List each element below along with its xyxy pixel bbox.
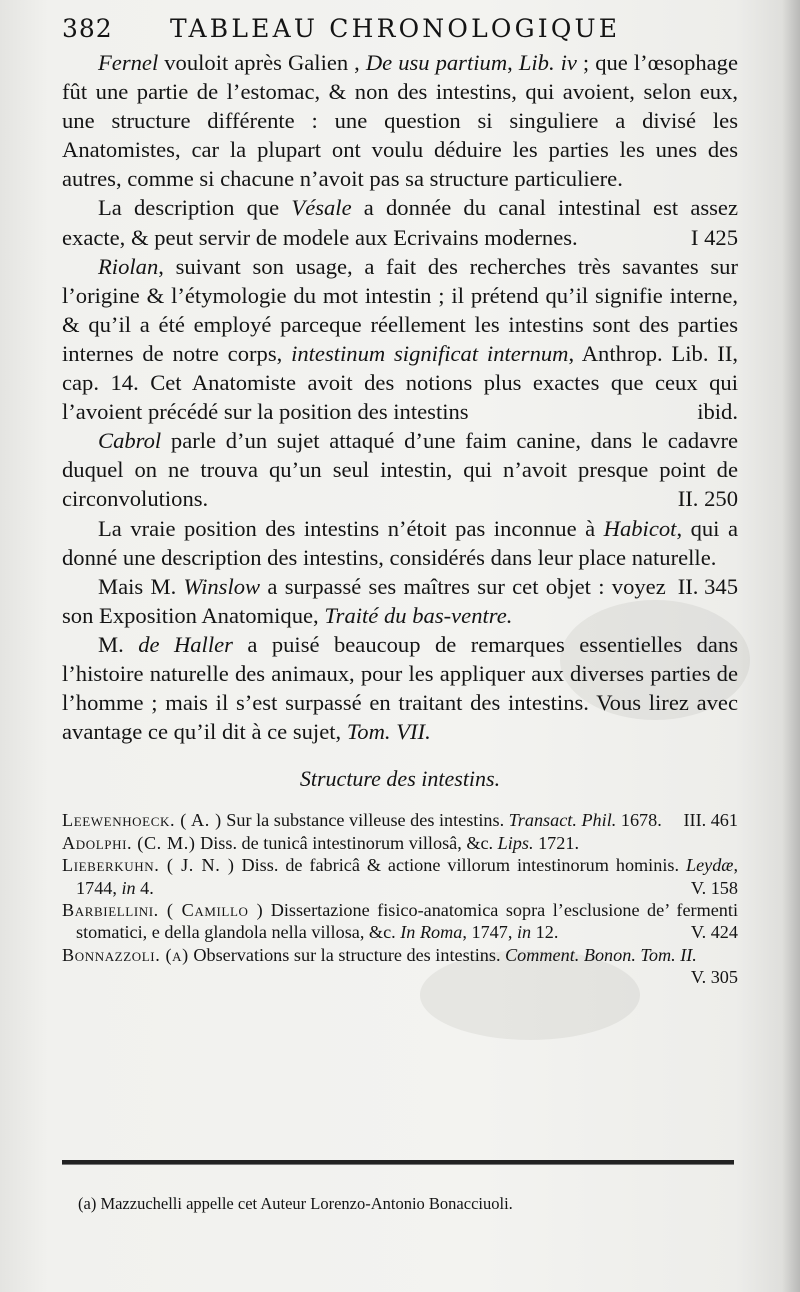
volume-reference: V. 305 bbox=[690, 967, 738, 988]
italic-text: Vésale bbox=[291, 195, 352, 221]
italic-text: intestinum significat internum bbox=[291, 340, 569, 366]
paragraph bbox=[62, 252, 738, 427]
italic-text: Fernel bbox=[98, 50, 159, 75]
italic-text: Lips. bbox=[497, 832, 534, 853]
text-run: Diss. de tunicâ intestinorum villosâ, &c. bbox=[195, 832, 498, 853]
text-run: La description que bbox=[98, 195, 292, 221]
italic-text: Comment. Bonon. Tom. II. bbox=[505, 944, 697, 965]
text-run: a surpassé ses maîtres sur cet objet : voyez son Exposition Anatomique, bbox=[62, 573, 666, 628]
main-text bbox=[62, 48, 738, 746]
italic-text: Lib. iv bbox=[518, 50, 577, 75]
text-run: 1678. bbox=[616, 810, 662, 831]
text-run: 4. bbox=[135, 877, 154, 898]
section-title: Structure des intestins. bbox=[299, 766, 501, 792]
volume-reference: II. 345 bbox=[677, 573, 738, 599]
running-head: TABLEAU CHRONOLOGIQUE bbox=[170, 14, 621, 43]
text-run: a donnée du canal intestinal est assez exacte, & peut servir de modele aux Ecrivains modernes. bbox=[62, 195, 738, 250]
text-run: , qui a donné une description des intestins, considérés dans leur place naturelle. bbox=[62, 515, 738, 570]
paragraph bbox=[62, 630, 738, 746]
bibliography-entry bbox=[62, 899, 738, 944]
text-run: , bbox=[507, 50, 519, 75]
italic-text: Cabrol bbox=[98, 428, 162, 454]
volume-reference: II. 250 bbox=[677, 486, 738, 512]
page-header bbox=[62, 12, 752, 46]
italic-text: in bbox=[516, 922, 532, 943]
paragraph bbox=[62, 48, 738, 193]
text-run: 12. bbox=[531, 922, 559, 943]
paragraph bbox=[62, 426, 738, 513]
text-run: Dissertazione fisico-anatomica sopra l’esclusione de’ fermenti stomatici, e della glandola nella villosa, &c. bbox=[76, 899, 739, 943]
entry-author: Barbiellini. ( Camillo ) bbox=[62, 899, 264, 920]
text-run: , 1747, bbox=[462, 922, 517, 943]
volume-reference: V. 158 bbox=[690, 877, 738, 898]
page-number: 382 bbox=[62, 14, 113, 43]
text-run: a puisé beaucoup de remarques essentielles dans l’histoire naturelle des animaux, pour les appliquer aux diverses parties de l’homme ; mais il s’est surpassé en traitant des intestins. Vous lirez avec avantage ce qu’il dit à ce sujet, bbox=[62, 631, 738, 745]
text-run: , 1744, bbox=[76, 855, 738, 898]
volume-reference: I 425 bbox=[690, 224, 738, 250]
bibliography bbox=[62, 809, 739, 988]
text-run: M. bbox=[98, 631, 139, 657]
text-run: Mais M. bbox=[98, 573, 184, 599]
italic-text: Transact. Phil. bbox=[508, 810, 617, 831]
italic-text: Leydæ bbox=[685, 855, 734, 876]
italic-text: Tom. VII. bbox=[346, 719, 431, 745]
bibliography-entry bbox=[62, 832, 738, 854]
bibliography-entry bbox=[62, 944, 738, 988]
italic-text: De usu partium bbox=[365, 50, 508, 75]
italic-text: Riolan bbox=[98, 253, 159, 279]
text-run: parle d’un sujet attaqué d’une faim canine, dans le cadavre duquel on ne trouva qu’un seul intestin, qui n’avoit presque point de circonvolutions. bbox=[62, 428, 738, 512]
text-run: , Anthrop. Lib. II, cap. 14. Cet Anatomiste avoit des notions plus exactes que ceux qui l’avoient précédé sur la position des intestins bbox=[62, 340, 738, 425]
italic-text: in bbox=[121, 877, 136, 898]
entry-author: Lieberkuhn. ( J. N. ) bbox=[62, 855, 235, 876]
text-run: Sur la substance villeuse des intestins. bbox=[221, 810, 509, 831]
italic-text: Winslow bbox=[183, 573, 261, 599]
text-run: La vraie position des intestins n’étoit pas inconnue à bbox=[98, 515, 604, 541]
bibliography-entry bbox=[62, 809, 738, 831]
text-run: ; que l’œsophage fût une partie de l’estomac, & non des intestins, qui avoient, selon eux, une structure différente : une question si singuliere a divisé les Anatomistes, car la plupart ont voulu déduire les parties les unes des autres, comme si chacune n’avoit pas sa structure particuliere. bbox=[62, 50, 738, 192]
text-run: Diss. de fabricâ & actione villorum intestinorum hominis. bbox=[234, 855, 686, 876]
footnote: (a) Mazzuchelli appelle cet Auteur Lorenzo-Antonio Bonacciuoli. bbox=[78, 1194, 513, 1213]
volume-reference: III. 461 bbox=[683, 810, 738, 831]
page-edge-shadow bbox=[782, 0, 800, 1292]
volume-reference: ibid. bbox=[697, 399, 738, 425]
entry-author: Adolphi. (C. M.) bbox=[62, 832, 196, 853]
italic-text: In Roma bbox=[400, 922, 463, 943]
text-run: vouloit après Galien , bbox=[158, 50, 366, 75]
paragraph bbox=[62, 572, 738, 630]
page-body bbox=[62, 48, 738, 989]
entry-author: Bonnazzoli. (a) bbox=[62, 944, 189, 965]
italic-text: Traité du bas-ventre. bbox=[324, 602, 513, 628]
entry-author: Leewenhoeck. ( A. ) bbox=[62, 810, 222, 831]
text-run: , suivant son usage, a fait des recherches très savantes sur l’origine & l’étymologie du mot intestin ; il prétend qu’il signifie interne, & qu’il a été employé parceque réellement les intestins sont des parties internes de notre corps, bbox=[62, 253, 738, 366]
bibliography-entry bbox=[62, 854, 738, 899]
text-run: Observations sur la structure des intestins. bbox=[188, 944, 506, 965]
italic-text: de Haller bbox=[138, 631, 233, 657]
text-run: 1721. bbox=[533, 832, 579, 853]
footnote-rule bbox=[62, 1160, 734, 1165]
volume-reference: V. 424 bbox=[690, 922, 738, 943]
italic-text: Habicot bbox=[603, 515, 677, 541]
paragraph bbox=[62, 193, 738, 251]
